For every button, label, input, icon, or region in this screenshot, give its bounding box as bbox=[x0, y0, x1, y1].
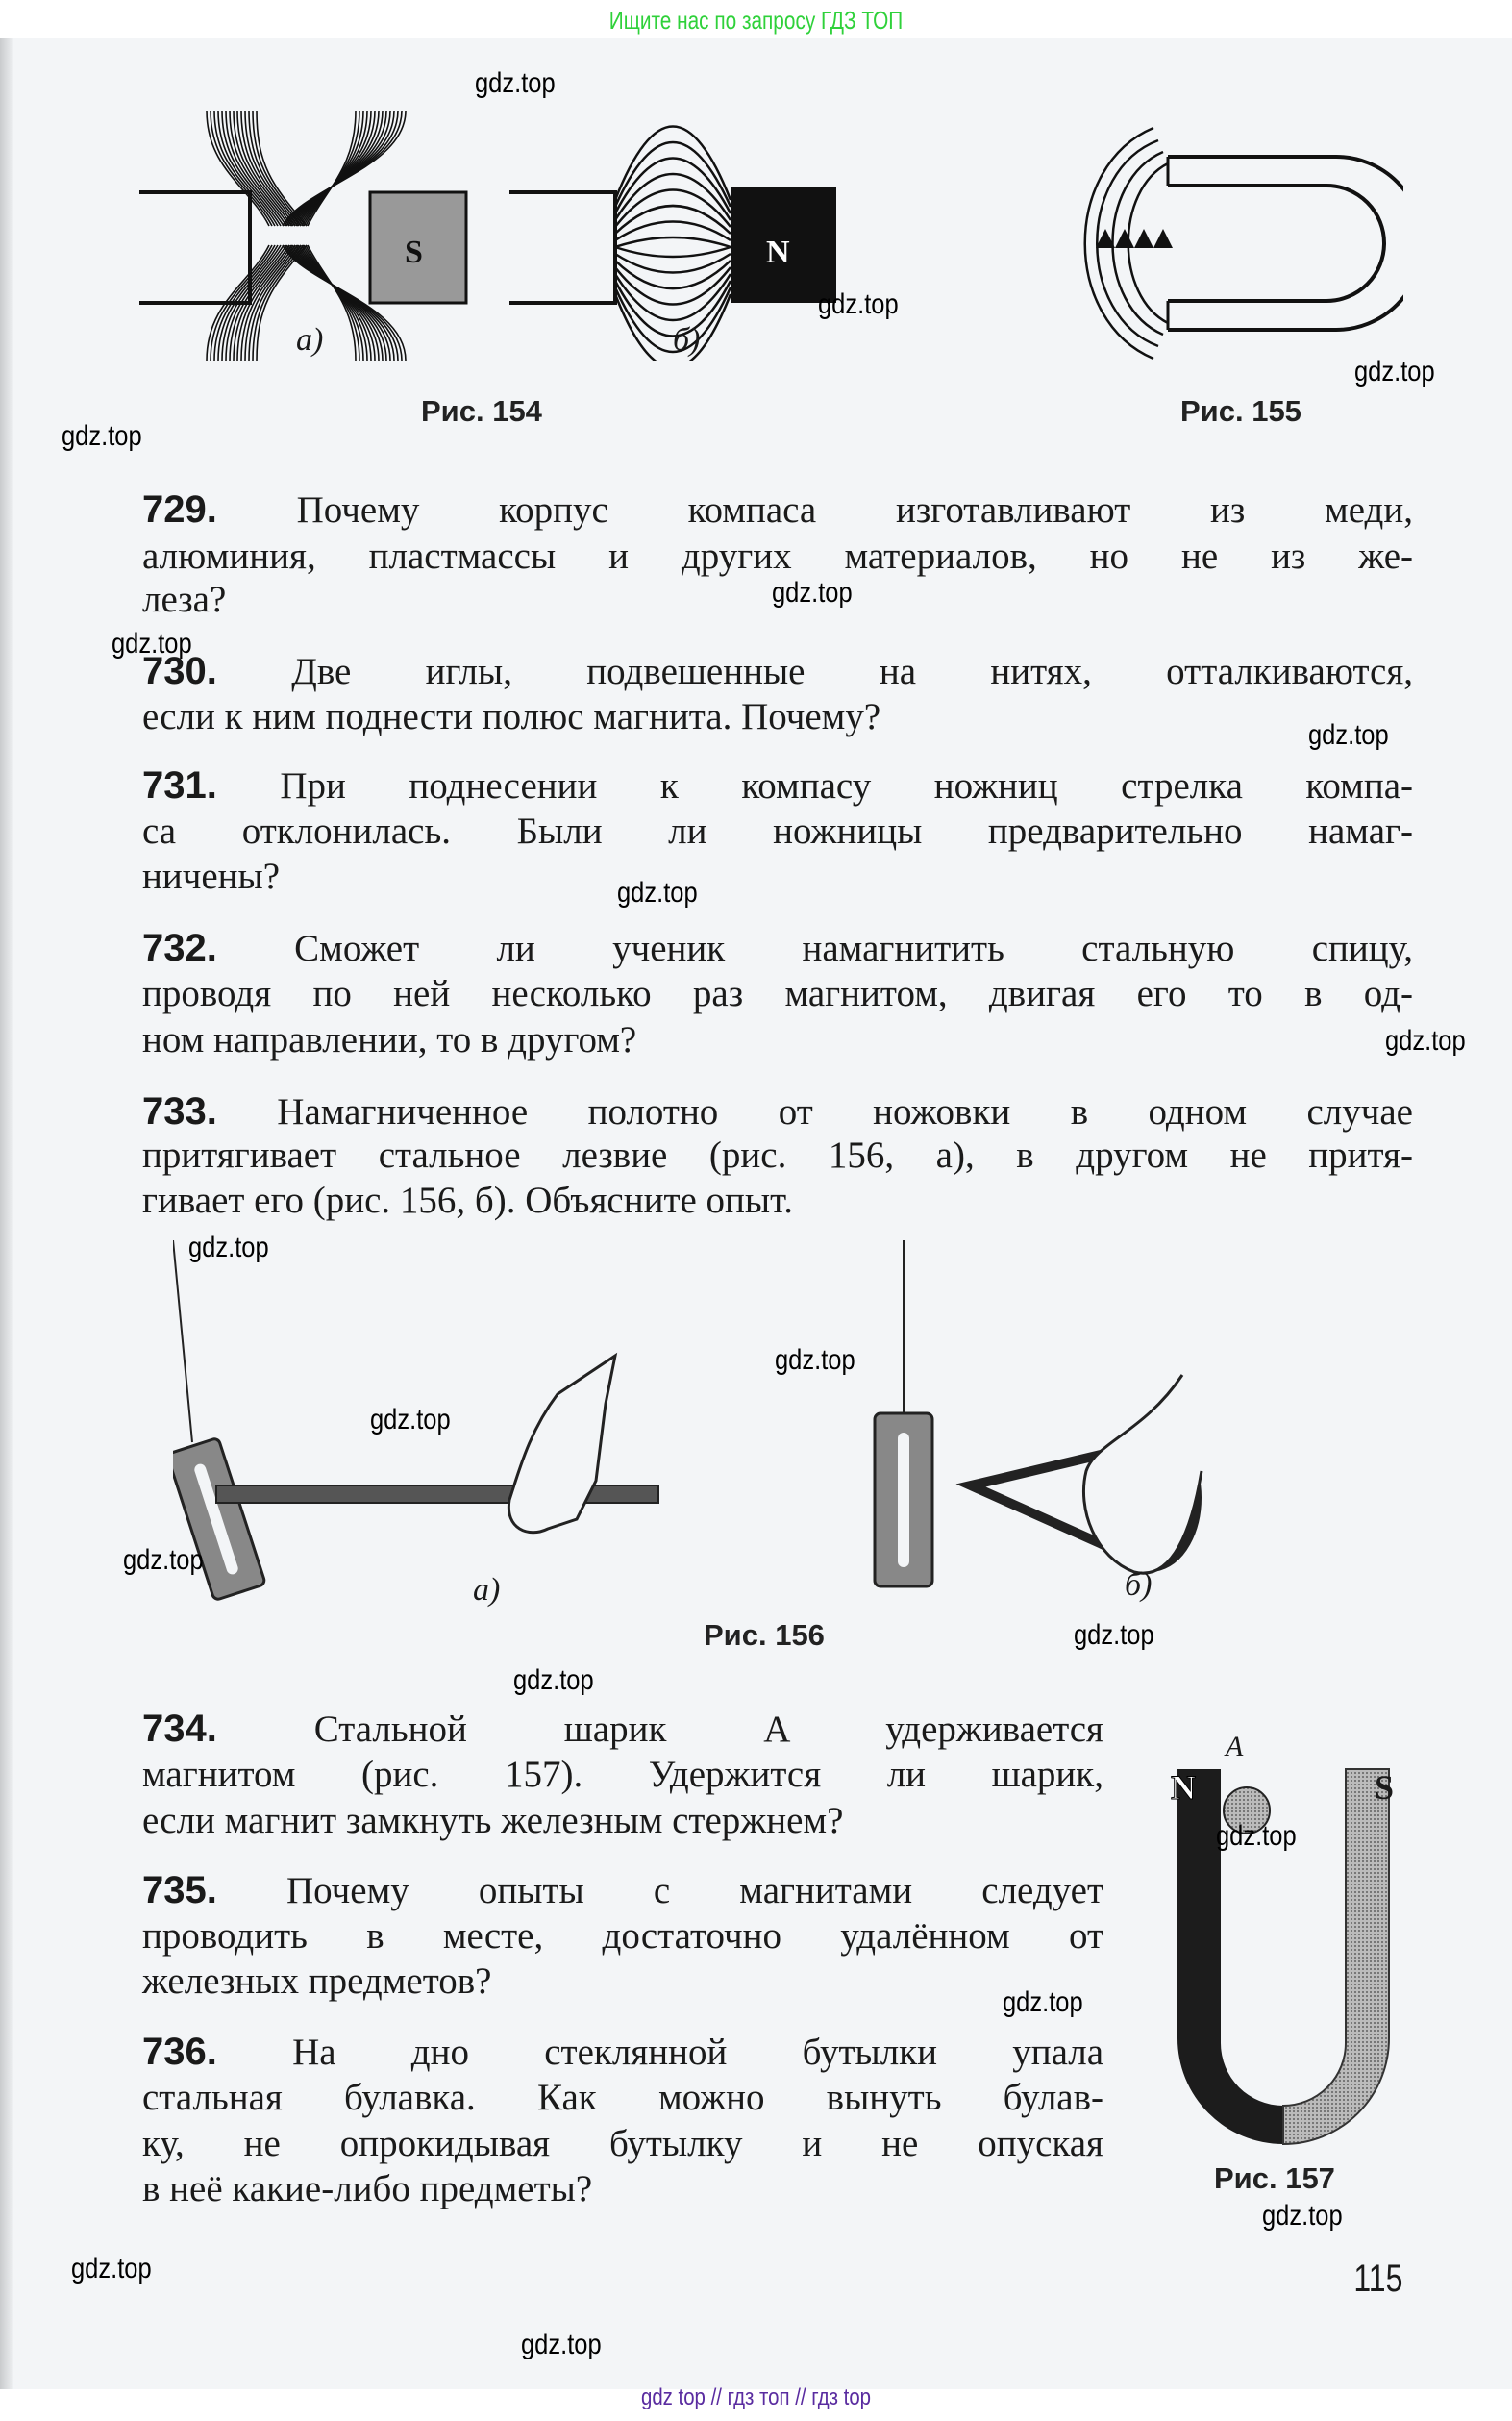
problem-735-line bbox=[142, 1867, 1103, 1913]
problem-text: ничены? bbox=[142, 856, 281, 897]
problem-number: 731. bbox=[142, 764, 217, 807]
watermark-text: gdz.top bbox=[1262, 2200, 1343, 2232]
problem-text: магнитом (рис. 157). Удержится ли шарик, bbox=[142, 1754, 1103, 1795]
problem-732-line bbox=[142, 925, 1413, 971]
problem-text: в неё какие-либо предметы? bbox=[142, 2168, 593, 2209]
watermark-text: gdz.top bbox=[1354, 356, 1435, 387]
fig156-label-b: б) bbox=[1125, 1567, 1153, 1603]
iron-bar-a bbox=[139, 192, 250, 303]
problem-735-line bbox=[142, 1913, 1103, 1959]
fig157-caption: Рис. 157 bbox=[1214, 2161, 1335, 2195]
problem-text: Две иглы, подвешенные на нитях, отталкиваются, bbox=[291, 651, 1414, 692]
fig157-pole-s: S bbox=[1375, 1768, 1395, 1807]
watermark-text: gdz.top bbox=[617, 877, 698, 909]
problem-text: Почему опыты с магнитами следует bbox=[286, 1870, 1104, 1911]
problem-number: 730. bbox=[142, 650, 217, 692]
problem-text: При поднесении к компасу ножниц стрелка компа- bbox=[280, 765, 1414, 807]
problem-730-line bbox=[142, 694, 1413, 740]
problem-734-line bbox=[142, 1706, 1103, 1752]
problem-text: Почему корпус компаса изготавливают из меди, bbox=[296, 489, 1413, 531]
problem-736-line bbox=[142, 2166, 1103, 2212]
problem-number: 729. bbox=[142, 488, 217, 531]
fig156-caption: Рис. 156 bbox=[704, 1618, 825, 1652]
top-banner: Ищите нас по запросу ГДЗ ТОП bbox=[608, 6, 904, 35]
problem-number: 734. bbox=[142, 1708, 217, 1750]
problem-735-line bbox=[142, 1959, 1103, 2005]
problem-734-line bbox=[142, 1752, 1103, 1798]
figure-154-field-lines bbox=[135, 111, 865, 361]
problem-732-line bbox=[142, 971, 1413, 1017]
problem-text: если к ним поднести полюс магнита. Почему? bbox=[142, 696, 881, 737]
watermark-text: gdz.top bbox=[370, 1404, 451, 1435]
problem-number: 732. bbox=[142, 927, 217, 969]
problem-736-line bbox=[142, 2121, 1103, 2167]
problem-730-line bbox=[142, 648, 1413, 694]
problem-729-line bbox=[142, 534, 1413, 580]
problem-731-line bbox=[142, 854, 1413, 900]
problem-734-line bbox=[142, 1798, 1103, 1844]
problem-number: 733. bbox=[142, 1090, 217, 1133]
problem-text: проводя по ней несколько раз магнитом, двигая его то в од- bbox=[142, 973, 1413, 1014]
problem-736-line bbox=[142, 2029, 1103, 2075]
iron-bar-b bbox=[509, 192, 615, 303]
problem-733-line bbox=[142, 1088, 1413, 1135]
fig156-label-a: а) bbox=[473, 1572, 501, 1608]
problem-number: 736. bbox=[142, 2031, 217, 2073]
pole-s-label: S bbox=[405, 235, 423, 270]
problem-729-line bbox=[142, 487, 1413, 533]
problem-text: леза? bbox=[142, 579, 227, 620]
watermark-text: gdz.top bbox=[112, 628, 192, 660]
problem-731-line bbox=[142, 809, 1413, 855]
problem-text: Намагниченное полотно от ножовки в одном случае bbox=[277, 1091, 1413, 1133]
fig157-ball-label: A bbox=[1226, 1731, 1244, 1762]
problem-731-line bbox=[142, 762, 1413, 809]
page-number: 115 bbox=[1353, 2258, 1403, 2300]
problem-text: железных предметов? bbox=[142, 1960, 492, 2002]
watermark-text: gdz.top bbox=[1308, 719, 1389, 751]
problem-number: 735. bbox=[142, 1869, 217, 1911]
problem-text: стальная булавка. Как можно вынуть булав- bbox=[142, 2077, 1103, 2118]
watermark-text: gdz.top bbox=[772, 577, 853, 609]
problem-text: ном направлении, то в другом? bbox=[142, 1019, 637, 1061]
figure-156-blade-experiment bbox=[173, 1240, 1375, 1625]
problem-text: На дно стеклянной бутылки упала bbox=[292, 2032, 1104, 2073]
problem-733-line bbox=[142, 1133, 1413, 1179]
problem-732-line bbox=[142, 1017, 1413, 1063]
figure-155-horseshoe-field bbox=[1077, 113, 1403, 363]
watermark-text: gdz.top bbox=[1385, 1025, 1466, 1057]
watermark-text: gdz.top bbox=[1003, 1986, 1083, 2018]
watermark-text: gdz.top bbox=[188, 1232, 269, 1263]
watermark-text: gdz.top bbox=[62, 420, 142, 452]
problem-text: са отклонилась. Были ли ножницы предварительно намаг- bbox=[142, 811, 1413, 852]
page-spine-shadow bbox=[0, 38, 13, 2389]
problem-text: притягивает стальное лезвие (рис. 156, а), в другом не притя- bbox=[142, 1135, 1413, 1176]
watermark-text: gdz.top bbox=[775, 1344, 855, 1376]
watermark-text: gdz.top bbox=[123, 1544, 204, 1576]
fig155-caption: Рис. 155 bbox=[1180, 394, 1301, 428]
problem-text: проводить в месте, достаточно удалённом от bbox=[142, 1915, 1103, 1957]
watermark-text: gdz.top bbox=[1216, 1820, 1297, 1852]
problem-text: ку, не опрокидывая бутылку и не опуская bbox=[142, 2123, 1103, 2164]
pole-n-label: N bbox=[766, 235, 790, 270]
problem-text: если магнит замкнуть железным стержнем? bbox=[142, 1800, 844, 1841]
problem-text: Стальной шарик A удерживается bbox=[313, 1709, 1103, 1750]
problem-text: Сможет ли ученик намагнитить стальную спицу, bbox=[294, 928, 1413, 969]
fig154-label-b: б) bbox=[673, 322, 701, 358]
bottom-banner: gdz top // гдз топ // гдз top bbox=[640, 2384, 872, 2410]
problem-733-line bbox=[142, 1178, 1413, 1224]
watermark-text: gdz.top bbox=[521, 2329, 602, 2360]
fig157-pole-n: N bbox=[1171, 1768, 1196, 1807]
watermark-text: gdz.top bbox=[1074, 1619, 1154, 1651]
problem-736-line bbox=[142, 2075, 1103, 2121]
fig154-caption: Рис. 154 bbox=[421, 394, 542, 428]
watermark-text: gdz.top bbox=[71, 2253, 152, 2284]
watermark-text: gdz.top bbox=[513, 1664, 594, 1696]
watermark-text: gdz.top bbox=[475, 67, 556, 99]
watermark-text: gdz.top bbox=[818, 288, 899, 320]
problem-text: алюминия, пластмассы и других материалов, но не из же- bbox=[142, 536, 1413, 577]
problem-text: гивает его (рис. 156, б). Объясните опыт. bbox=[142, 1180, 793, 1221]
fig154-label-a: а) bbox=[296, 322, 324, 358]
